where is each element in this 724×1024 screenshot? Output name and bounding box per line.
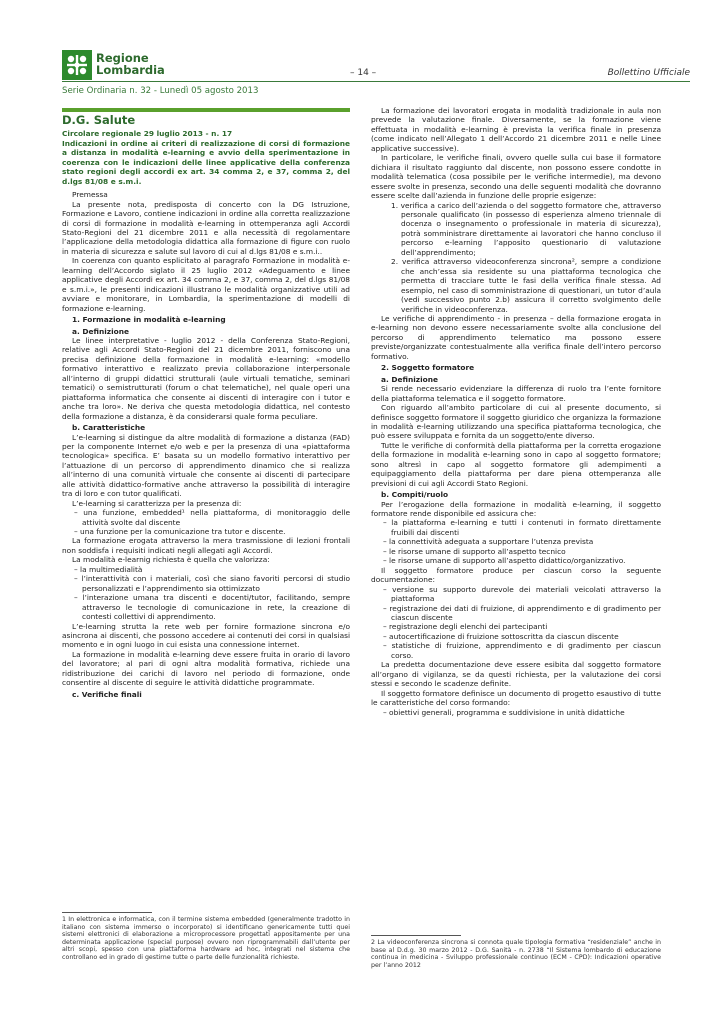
list-item: – l’interattività con i materiali, così che siano favoriti percorsi di studio personalizzati e l’apprendimento sia ottimizzato: [74, 574, 350, 593]
list-item: – una funzione per la comunicazione tra tutor e discente.: [74, 527, 286, 537]
paragraph: Per l’erogazione della formazione in modalità e-learning, il soggetto formatore rende disponibile ed assicura che:: [371, 499, 661, 519]
list-item: – la connettività adeguata a supportare l’utenza prevista: [383, 537, 594, 547]
premessa-heading: Premessa: [72, 190, 108, 200]
footnote-divider-left: [62, 912, 152, 913]
list-item: – l’interazione umana tra discenti e docenti/tutor, facilitando, sempre attraverso le tecnologie di comunicazione in rete, la creazione di contesti collettivi di apprendimento.: [74, 593, 350, 622]
list-item: – autocertificazione di fruizione sottoscritta da ciascun discente: [383, 631, 619, 641]
circolare-title: Circolare regionale 29 luglio 2013 - n. 17: [62, 129, 233, 139]
header-divider: [62, 81, 690, 82]
regione-lombardia-logo-icon: [62, 50, 92, 80]
list-item: – statistiche di fruizione, apprendimento e di gradimento per ciascun corso.: [383, 641, 661, 660]
footnote-divider-right: [371, 935, 461, 936]
paragraph: Il soggetto formatore produce per ciascun corso la seguente documentazione:: [371, 565, 661, 585]
list-item: – la piattaforma e-learning e tutti i contenuti in formato direttamente fruibili dai discenti: [383, 518, 661, 537]
paragraph: L’e-learning si distingue da altre modalità di formazione a distanza (FAD) per la componente Internet e/o web e per la presenza di una «piattaforma tecnologica» specifica. E’ basata su un modello formativo interattivo per l’attuazione di un percorso di apprendimento dinamico che si realizza all’interno di una comunità virtuale che consente ai discenti di partecipare alle attività didattico-formative anche attraverso la possibilità di interagire tra di loro e con tutor qualificati.: [62, 432, 350, 499]
paragraph: Tutte le verifiche di conformità della piattaforma per la corretta erogazione della formazione in modalità e-learning sono in capo al soggetto formatore; sono altresì in capo al soggetto formatore gli adempimenti a equipaggiamento della piattaforma per dare piena ottemperanza alle previsioni di cui agli Accordi Stato Regioni.: [371, 440, 661, 488]
serie-line: Serie Ordinaria n. 32 - Lunedì 05 agosto 2013: [62, 86, 259, 96]
list-item: – registrazione dei dati di fruizione, di apprendimento e di gradimento per ciascun discente: [383, 603, 661, 623]
bulletin-title: Bollettino Ufficiale: [607, 68, 690, 78]
heading-1: 1. Formazione in modalità e-learning: [72, 315, 226, 325]
paragraph: In particolare, le verifiche finali, ovvero quelle sulla cui base il formatore dichiara il risultato raggiunto dal discente, non possono essere condotte in modalità telematica (cosa possibile per le verifiche intermedie), ma devono essere svolte in presenza, secondo una delle seguenti modalità che dovranno essere scelte dall’azienda in funzione delle proprie esigenze:: [371, 153, 661, 201]
list-item: – una funzione, embedded¹ nella piattaforma, di monitoraggio delle attività svolte dal discente: [74, 508, 350, 527]
numbered-item: 1. verifica a carico dell’azienda o del soggetto formatore che, attraverso personale qualificato (in possesso di esperienza almeno triennale di docenza o insegnamento o professionale in materia di sicurezza), potrà somministrare direttamente ai lavoratori che hanno concluso il percorso e-learning l’apposito questionario di valutazione dell’apprendimento;: [391, 200, 661, 257]
paragraph: La predetta documentazione deve essere esibita dal soggetto formatore all’organo di vigilanza, se da questi richiesta, per la valutazione dei corsi stessi e secondo le scadenze definite.: [371, 660, 661, 689]
page-number: – 14 –: [350, 68, 377, 78]
paragraph: La modalità e-learnig richiesta è quella che valorizza:: [72, 555, 270, 565]
heading-2a: a. Definizione: [381, 374, 438, 384]
brand-line-2: Lombardia: [96, 63, 165, 77]
heading-2b: b. Compiti/ruolo: [381, 490, 449, 500]
list-item: – le risorse umane di supporto all’aspetto didattico/organizzativo.: [383, 556, 626, 566]
paragraph: La formazione in modalità e-learning deve essere fruita in orario di lavoro del lavoratore; al pari di ogni altra modalità formativa, richiede una ridistribuzione dei carichi di lavoro nel periodo di formazione, onde consentire al discente di seguire le attività didattiche programmate.: [62, 649, 350, 688]
list-item: – le risorse umane di supporto all’aspetto tecnico: [383, 546, 566, 556]
list-item: – la multimedialità: [74, 564, 143, 574]
left-column: [62, 108, 350, 699]
heading-1a: a. Definizione: [72, 326, 129, 336]
circolare-subject: Indicazioni in ordine ai criteri di realizzazione di corsi di formazione a distanza in modalità e-learning e avvio della sperimentazione in coerenza con le indicazioni delle linee applicative della conferenza stato regioni degli accordi ex art. 34 comma 2, e 37, comma 2, del d.lgs 81/08 e s.m.i.: [62, 138, 350, 186]
footnote-2: 2 La videoconferenza sincrona si connota quale tipologia formativa “residenziale” anche in base al D.d.g. 30 marzo 2012 - D.G. Sanità - n. 2738 “Il Sistema lombardo di educazione continua in medicina - Sviluppo professionale continuo (ECM - CPD): Indicazioni operative per l’anno 2012: [371, 939, 661, 969]
paragraph: L’e-learning si caratterizza per la presenza di:: [72, 498, 242, 508]
footnote-1: 1 In elettronica e informatica, con il termine sistema embedded (generalmente tradotto in italiano con sistema immerso o incorporato) si identificano genericamente tutti quei sistemi elettronici di elaborazione a microprocessore progettati appositamente per una determinata applicazione (special purpose) ovvero non riprogrammabili dall’utente per altri scopi, spesso con una piattaforma hardware ad hoc, integrati nel sistema che controllano ed in grado di gestirne tutte o parte delle funzionalità richieste.: [62, 916, 350, 961]
section-title: D.G. Salute: [62, 113, 136, 127]
brand-name: [96, 52, 165, 76]
paragraph: Si rende necessario evidenziare la differenza di ruolo tra l’ente fornitore della piattaforma telematica e il soggetto formatore.: [371, 384, 661, 403]
paragraph: In coerenza con quanto esplicitato al paragrafo Formazione in modalità e-learning dell’Accordo siglato il 25 luglio 2012 «Adeguamento e linee applicative degli Accordi ex art. 34 comma 2, e 37, comma 2, del d.lgs 81/08 e s.m.i.», le presenti indicazioni illustrano le modalità organizzative utili ad avviare e monitorare, in Lombardia, la sperimentazione di modelli di formazione e-learning.: [62, 256, 350, 313]
heading-2: 2. Soggetto formatore: [381, 363, 475, 373]
heading-1c: c. Verifiche finali: [72, 689, 142, 699]
right-column: [371, 106, 661, 717]
list-item: – obiettivi generali, programma e suddivisione in unità didattiche: [383, 707, 625, 717]
section-bar: [62, 108, 350, 112]
list-item: – registrazione degli elenchi dei partecipanti: [383, 622, 548, 632]
paragraph: Con riguardo all’ambito particolare di cui al presente documento, si definisce soggetto formatore il soggetto giuridico che organizza la formazione in modalità e-learning utilizzando una specifica piattaforma tecnologica, che può essere sviluppata e fornita da un soggetto/ente diverso.: [371, 403, 661, 441]
numbered-item: 2. verifica attraverso videoconferenza sincrona², sempre a condizione che anch’essa sia residente su una piattaforma tecnologica che permetta di tracciare tutte le fasi della verifica finale stessa. Ad esempio, nel caso di somministrazione di questionari, un tutor d’aula (vedi successivo punto 2.b) assicura il corretto svolgimento delle verifiche in videoconferenza.: [391, 257, 661, 314]
list-item: – versione su supporto durevole dei materiali veicolati attraverso la piattaforma: [383, 584, 661, 604]
paragraph: Le verifiche di apprendimento - in presenza – della formazione erogata in e-learning non devono essere necessariamente svolte alla conclusione del percorso di apprendimento telematico ma possono essere previste/organizzate contestualmente alla verifica finale dell’intero percorso formativo.: [371, 313, 661, 361]
brand-line-1: Regione: [96, 51, 149, 65]
paragraph: L’e-learning strutta la rete web per fornire formazione sincrona e/o asincrona ai discenti, che possono accedere ai contenuti dei corsi in qualsiasi momento e in ogni luogo in cui esista una connessione internet.: [62, 621, 350, 650]
paragraph: Il soggetto formatore definisce un documento di progetto esaustivo di tutte le caratteristiche del corso formando:: [371, 688, 661, 708]
paragraph: La presente nota, predisposta di concerto con la DG Istruzione, Formazione e Lavoro, contiene indicazioni in ordine alla corretta realizzazione di corsi di formazione in modalità e-learning in ottemperanza agli Accordi Stato-Regioni del 21 dicembre 2011 e alla necessità di regolamentare l’applicazione della metodologia didattica alla formazione di figure con ruolo in materia di sicurezza e salute sul lavoro di cui al d.lgs 81/08 e s.m.i..: [62, 199, 350, 256]
paragraph: Le linee interpretative - luglio 2012 - della Conferenza Stato-Regioni, relative agli Accordi Stato-Regioni del 21 dicembre 2011, forniscono una precisa definizione della formazione in modalità e-learning: «modello formativo interattivo e realizzato previa collaborazione interpersonale all’interno di gruppi didattici strutturali (aule virtuali tematiche, seminari tematici) o semistrutturati (forum o chat telematiche), nel quale operi una piattaforma informatica che consente ai discenti di interagire con i tutor e anche tra loro». Ne deriva che questa metodologia didattica, nel contesto della formazione a distanza, è da considerarsi quale forma peculiare.: [62, 335, 350, 421]
paragraph: La formazione dei lavoratori erogata in modalità tradizionale in aula non prevede la valutazione finale. Diversamente, se la formazione viene effettuata in modalità e-learning è prevista la verifica finale in presenza (come indicato nell’Allegato 1 dell’Accordo 21 dicembre 2011 e nelle Linee applicative successive).: [371, 106, 661, 153]
heading-1b: b. Caratteristiche: [72, 423, 146, 433]
paragraph: La formazione erogata attraverso la mera trasmissione di lezioni frontali non soddisfa i requisiti indicati negli allegati agli Accordi.: [62, 536, 350, 555]
